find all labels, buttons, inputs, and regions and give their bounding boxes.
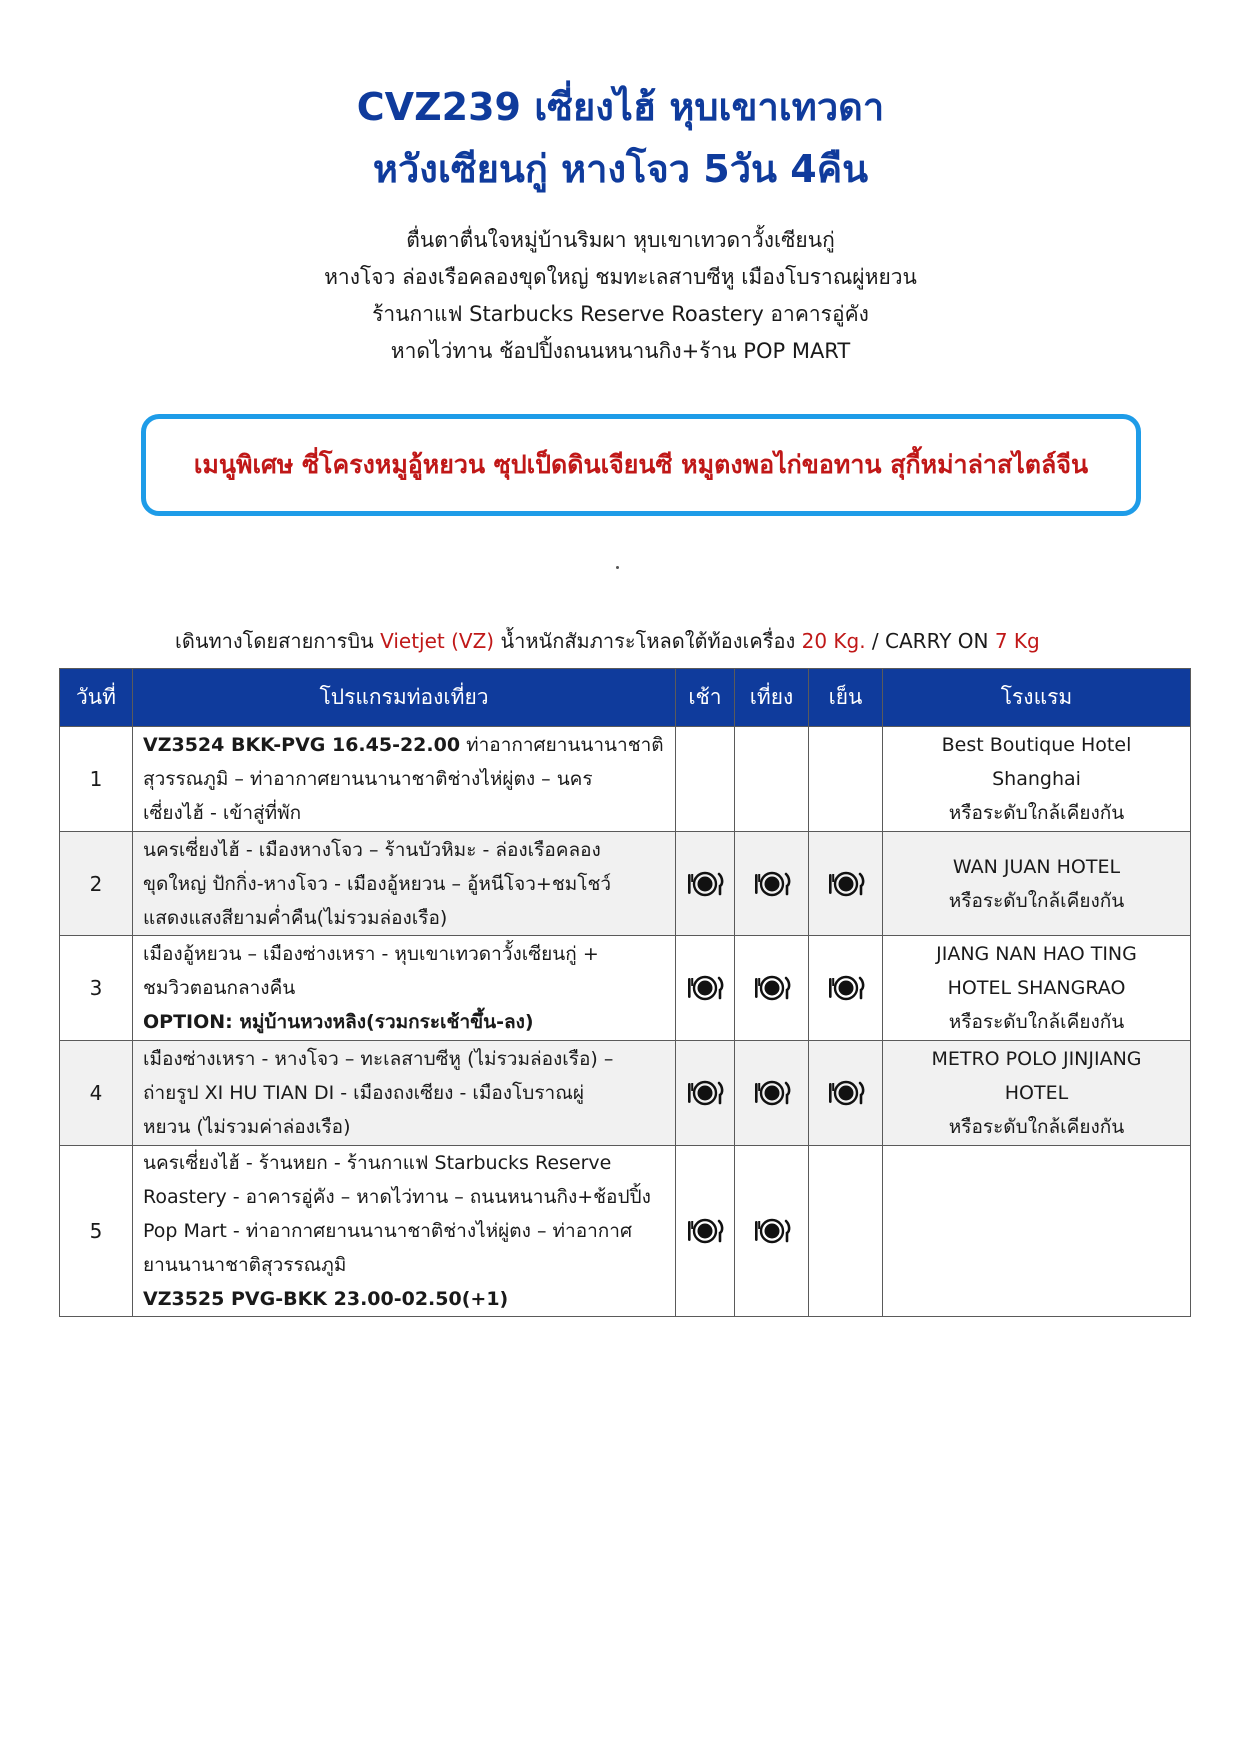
program-line (143, 796, 665, 830)
highlight-line: หาดไว่ทาน ช้อปปิ้งถนนหนานกิง+ร้าน POP MART (390, 339, 851, 363)
special-menu-box (141, 414, 1141, 516)
meal-dinner-cell (809, 936, 883, 1041)
meal-lunch-cell (735, 1146, 809, 1317)
meal-lunch-cell (735, 727, 809, 832)
meal-dinner-cell (809, 1146, 883, 1317)
program-line-text: VZ3524 BKK-PVG 16.45-22.00 (143, 734, 461, 756)
program-line (143, 1146, 665, 1180)
program-line-text: OPTION: หมู่บ้านหวงหลิง(รวมกระเช้าขึ้น-ลง) (143, 1011, 534, 1033)
program-line-text: ยานนานาชาติสุวรรณภูมิ (143, 1254, 347, 1276)
meal-dinner-cell (809, 832, 883, 936)
hotel-line: JIANG NAN HAO TING (936, 943, 1137, 965)
program-cell (133, 1041, 676, 1146)
program-line-text: สุวรรณภูมิ – ท่าอากาศยานนานาชาติช่างไห่ผู่ตง – นคร (143, 768, 593, 790)
program-line-text: นครเซี่ยงไฮ้ - เมืองหางโจว – ร้านบัวหิมะ - ล่องเรือคลอง (143, 838, 601, 861)
highlights (0, 222, 1241, 370)
hotel-cell (883, 832, 1191, 936)
special-menu-text: เมนูพิเศษ ซี่โครงหมูอู้หยวน ซุปเป็ดดินเจียนซี หมูตงพอไก่ขอทาน สุกี้หม่าล่าสไตล์จีน (193, 450, 1089, 479)
meal-breakfast-cell (676, 1041, 735, 1146)
hotel-line: หรือระดับใกล้เคียงกัน (948, 889, 1125, 912)
hotel-line: HOTEL SHANGRAO (947, 977, 1126, 999)
program-line-suffix: ท่าอากาศยานนานาชาติ (460, 734, 664, 756)
hotel-cell (883, 936, 1191, 1041)
meal-breakfast-cell (676, 1146, 735, 1317)
program-cell (133, 727, 676, 832)
hotel-line: หรือระดับใกล้เคียงกัน (948, 802, 1125, 824)
program-line-text: Pop Mart - ท่าอากาศยานนานาชาติช่างไห่ผู่ตง – ท่าอากาศ (143, 1220, 633, 1242)
day-number: 4 (60, 1041, 133, 1146)
meal-lunch-cell (735, 1041, 809, 1146)
program-line (143, 833, 665, 867)
meal-lunch-cell (735, 832, 809, 936)
hotel-line: หรือระดับใกล้เคียงกัน (948, 1011, 1125, 1033)
program-line-text: นครเซี่ยงไฮ้ - ร้านหยก - ร้านกาแฟ Starbucks Reserve (143, 1152, 612, 1174)
plate-fork-knife-icon (827, 1079, 865, 1107)
program-line-text: Roastery - อาคารอู่คัง – หาดไว่ทาน – ถนนหนานกิง+ช้อปปิ้ง (143, 1186, 651, 1208)
day-number: 5 (60, 1146, 133, 1317)
program-line-text: ชมวิวตอนกลางคืน (143, 977, 296, 999)
day-number: 3 (60, 936, 133, 1041)
tour-title-line1: CVZ239 เซี่ยงไฮ้ หุบเขาเทวดา (356, 85, 885, 129)
table-row (60, 832, 1191, 936)
carry-on-label: / CARRY ON (865, 629, 995, 653)
hotel-line: HOTEL (1004, 1082, 1069, 1104)
program-line (143, 1042, 665, 1076)
flight-info (175, 624, 1175, 658)
plate-fork-knife-icon (753, 870, 791, 898)
baggage-label: น้ำหนักสัมภาระโหลดใต้ท้องเครื่อง (494, 629, 802, 653)
table-header-row (60, 669, 1191, 727)
hotel-cell (883, 1041, 1191, 1146)
hotel-line: Shanghai (992, 768, 1081, 790)
plate-fork-knife-icon (753, 1079, 791, 1107)
meal-lunch-cell (735, 936, 809, 1041)
program-line (143, 901, 665, 935)
program-line (143, 1076, 665, 1110)
program-line (143, 971, 665, 1005)
col-header-day: วันที่ (60, 669, 133, 727)
program-line-text: เมืองอู้หยวน – เมืองซ่างเหรา - หุบเขาเทวดาวั้งเซียนกู่ + (143, 943, 599, 965)
flight-prefix: เดินทางโดยสายการบิน (175, 629, 381, 653)
airline-name: Vietjet (VZ) (380, 629, 495, 653)
program-line (143, 1214, 665, 1248)
day-number: 2 (60, 832, 133, 936)
program-cell (133, 936, 676, 1041)
program-line (143, 1248, 665, 1282)
hotel-line: Best Boutique Hotel (941, 734, 1132, 756)
meal-dinner-cell (809, 727, 883, 832)
day-number: 1 (60, 727, 133, 832)
table-row (60, 1146, 1191, 1317)
hotel-cell (883, 1146, 1191, 1317)
highlight-line: หางโจว ล่องเรือคลองขุดใหญ่ ชมทะเลสาบซีหู เมืองโบราณผู่หยวน (324, 265, 917, 289)
program-cell (133, 1146, 676, 1317)
col-header-lunch: เที่ยง (735, 669, 809, 727)
program-line (143, 728, 665, 762)
program-cell (133, 832, 676, 936)
table-row (60, 727, 1191, 832)
table-row (60, 1041, 1191, 1146)
plate-fork-knife-icon (827, 870, 865, 898)
meal-breakfast-cell (676, 832, 735, 936)
itinerary-rows (60, 727, 1191, 1317)
dot-mark (616, 566, 619, 569)
plate-fork-knife-icon (686, 870, 724, 898)
meal-breakfast-cell (676, 936, 735, 1041)
meal-breakfast-cell (676, 727, 735, 832)
carry-on-weight: 7 Kg (994, 629, 1040, 653)
program-line-text: ถ่ายรูป XI HU TIAN DI - เมืองถงเซียง - เมืองโบราณผู่ (143, 1082, 584, 1104)
program-line (143, 937, 665, 971)
program-line-text: VZ3525 PVG-BKK 23.00-02.50(+1) (143, 1288, 509, 1310)
tour-title-line2: หวังเซียนกู่ หางโจว 5วัน 4คืน (372, 147, 869, 191)
plate-fork-knife-icon (686, 1217, 724, 1245)
program-line (143, 762, 665, 796)
baggage-weight: 20 Kg. (801, 629, 866, 653)
highlight-line: ตื่นตาตื่นใจหมู่บ้านริมผา หุบเขาเทวดาวั้งเซียนกู่ (406, 228, 835, 252)
hotel-line: METRO POLO JINJIANG (931, 1048, 1142, 1070)
col-header-breakfast: เช้า (676, 669, 735, 727)
hotel-line: หรือระดับใกล้เคียงกัน (948, 1116, 1125, 1138)
program-line-text: หยวน (ไม่รวมค่าล่องเรือ) (143, 1116, 351, 1138)
meal-dinner-cell (809, 1041, 883, 1146)
hotel-cell (883, 727, 1191, 832)
hotel-line: WAN JUAN HOTEL (952, 855, 1121, 878)
program-line (143, 1180, 665, 1214)
col-header-dinner: เย็น (809, 669, 883, 727)
table-row (60, 936, 1191, 1041)
plate-fork-knife-icon (686, 974, 724, 1002)
program-line (143, 1110, 665, 1144)
program-line (143, 867, 665, 901)
program-line-text: ขุดใหญ่ ปักกิ่ง-หางโจว - เมืองอู้หยวน – อู้หนีโจว+ชมโชว์ (143, 872, 612, 895)
program-line (143, 1282, 665, 1316)
plate-fork-knife-icon (686, 1079, 724, 1107)
plate-fork-knife-icon (753, 974, 791, 1002)
program-line-text: เมืองซ่างเหรา - หางโจว – ทะเลสาบซีหู (ไม่รวมล่องเรือ) – (143, 1048, 614, 1070)
plate-fork-knife-icon (827, 974, 865, 1002)
program-line (143, 1005, 665, 1039)
col-header-program: โปรแกรมท่องเที่ยว (133, 669, 676, 727)
itinerary-table (59, 668, 1191, 1317)
program-line-text: เซี่ยงไฮ้ - เข้าสู่ที่พัก (143, 802, 302, 824)
highlight-line: ร้านกาแฟ Starbucks Reserve Roastery อาคารอู่คัง (372, 302, 869, 326)
plate-fork-knife-icon (753, 1217, 791, 1245)
col-header-hotel: โรงแรม (883, 669, 1191, 727)
program-line-text: แสดงแสงสียามค่ำคืน(ไม่รวมล่องเรือ) (143, 906, 448, 929)
